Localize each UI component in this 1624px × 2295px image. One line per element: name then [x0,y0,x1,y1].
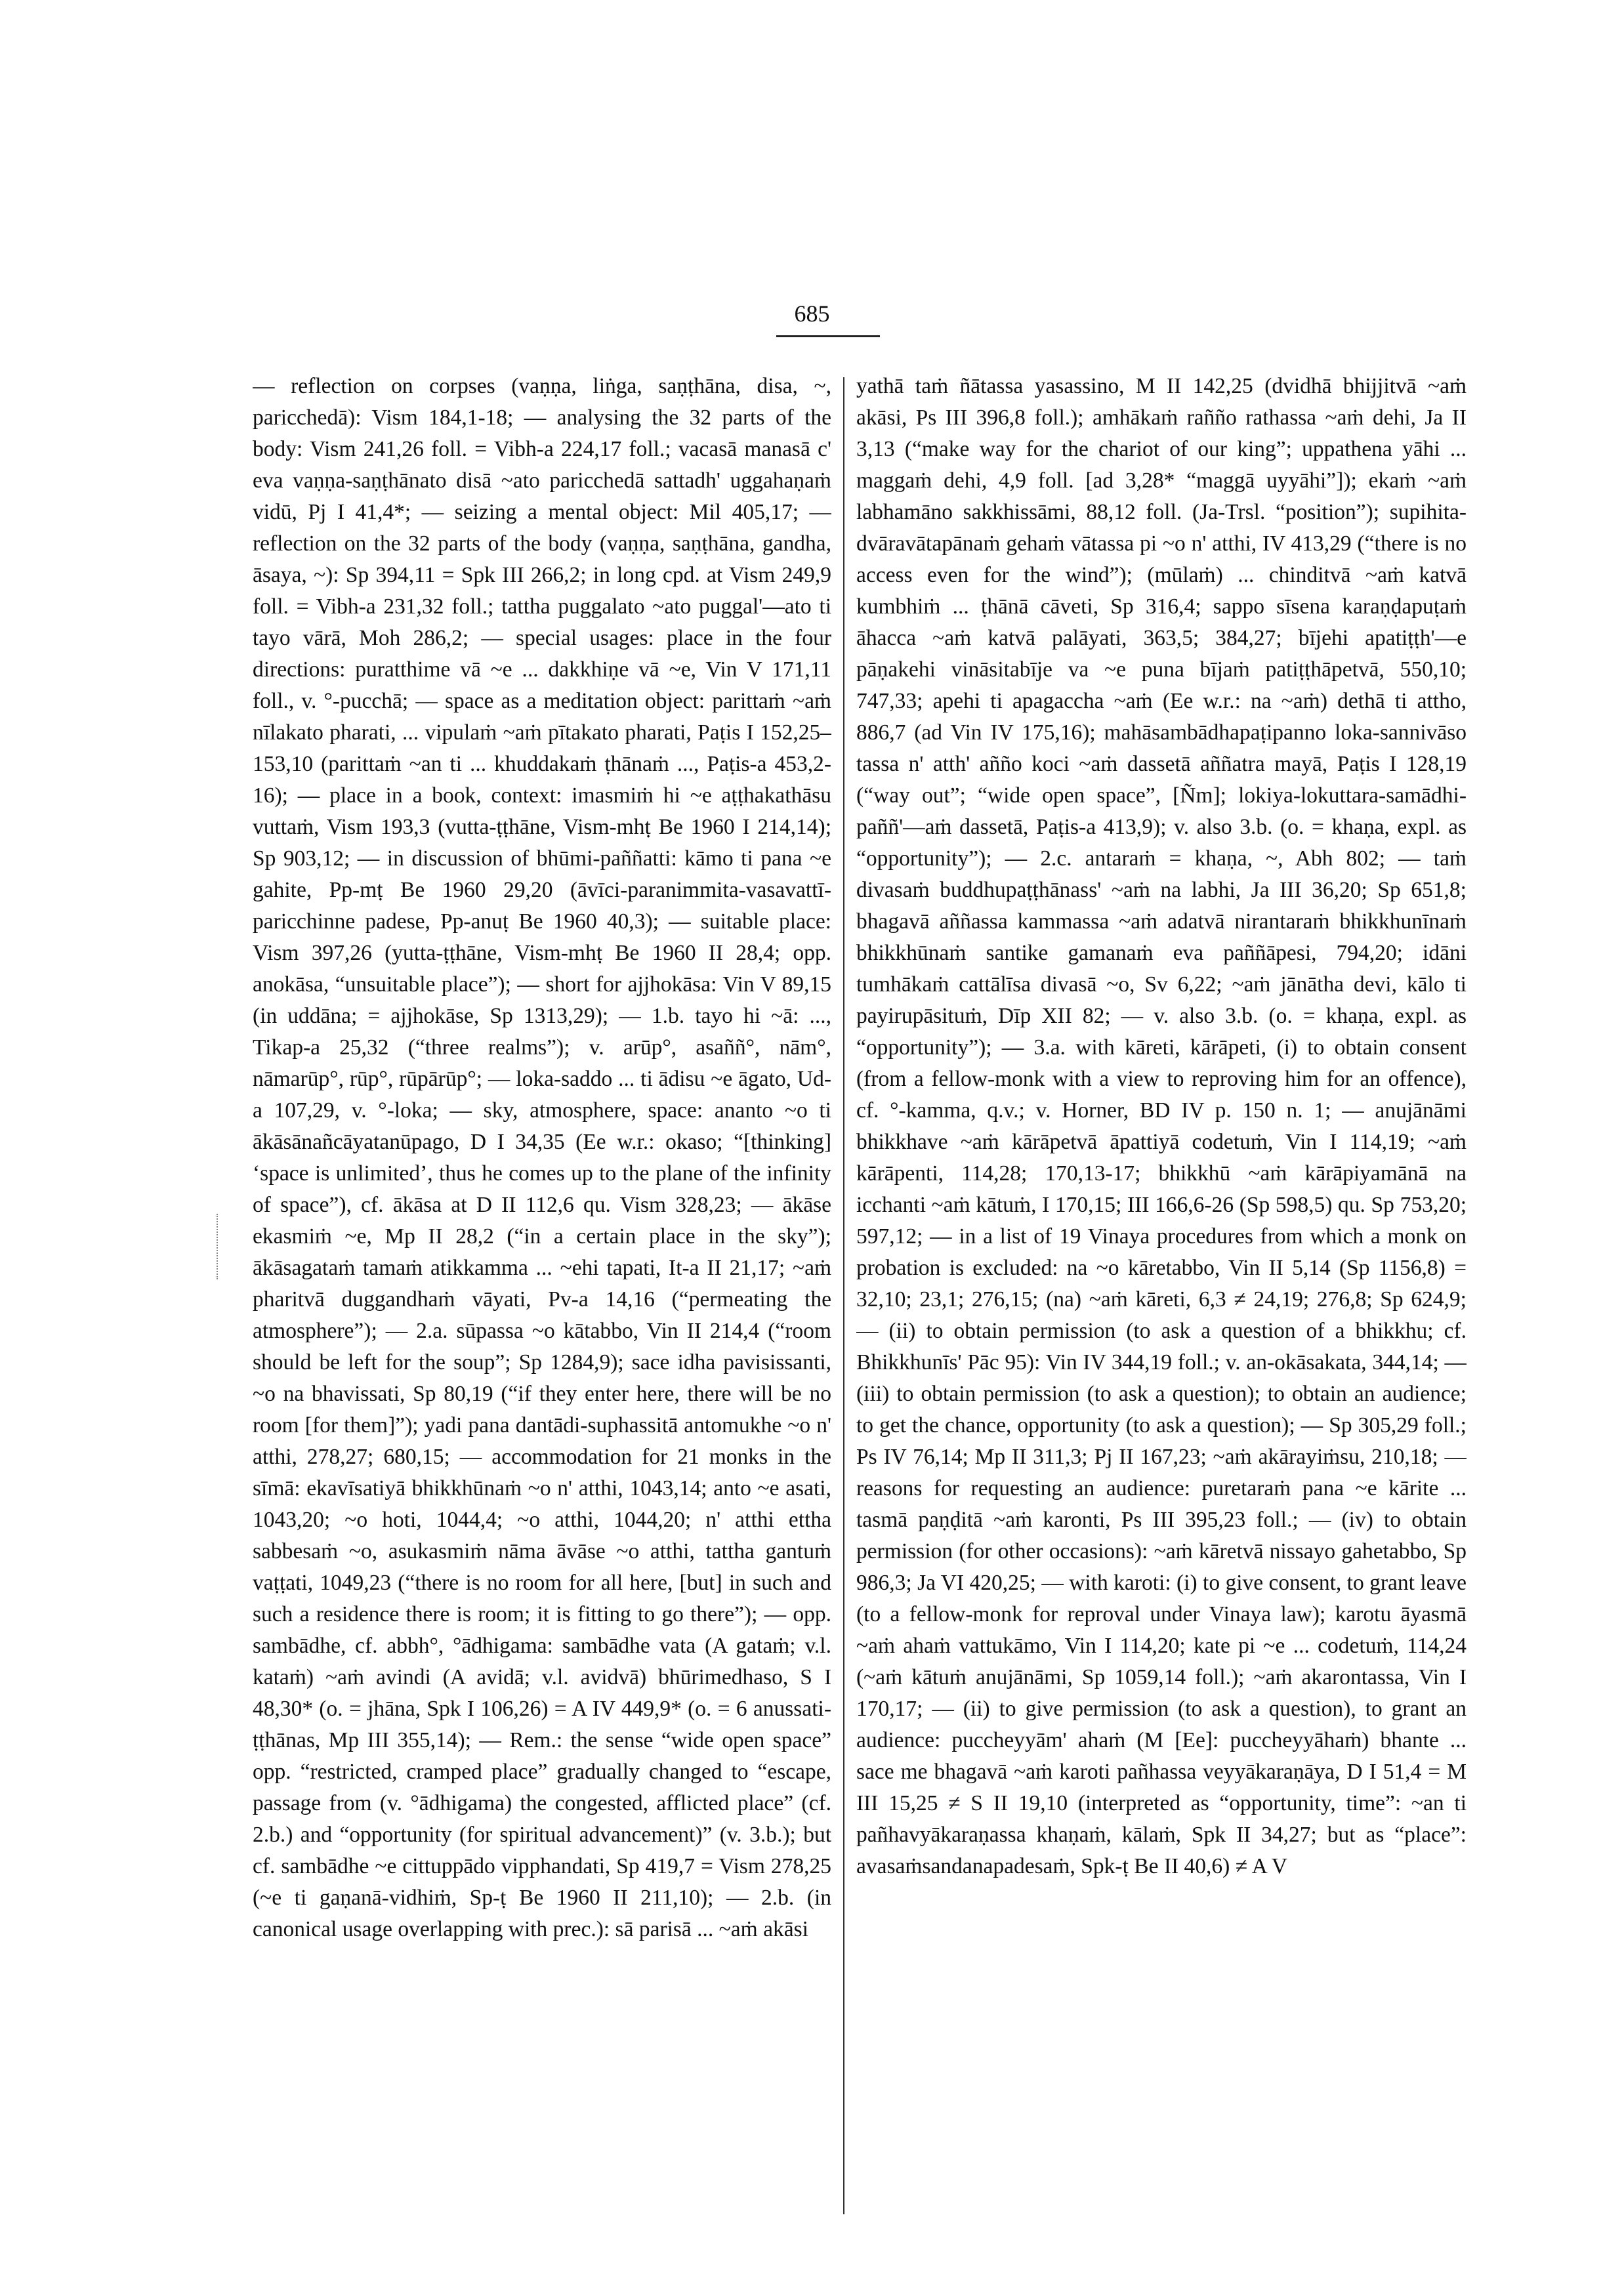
left-column [253,371,831,2208]
page-number: 685 [794,300,830,327]
page-number-rule [776,335,880,337]
right-column-text: yathā taṁ ñātassa yasassino, M II 142,25 (dvidhā bhijjitvā ~aṁ akāsi, Ps III 396,8 foll.); amhākaṁ rañño rathassa ~aṁ dehi, Ja II 3,13 (“make way for the chariot of our king”; uppathena yāhi ... maggaṁ dehi, 4,9 foll. [ad 3,28* “maggā uyyāhi”]); ekaṁ ~aṁ labhamāno sakkhissāmi, 88,12 foll. (Ja-Trsl. “position”); supihita-dvāravātapānaṁ gehaṁ vātassa pi ~o n' atthi, IV 413,29 (“there is no access even for the wind”); (mūlaṁ) ... chinditvā ~aṁ katvā kumbhiṁ ... ṭhānā cāveti, Sp 316,4; sappo sīsena karaṇḍapuṭaṁ āhacca ~aṁ katvā palāyati, 363,5; 384,27; bījehi apatiṭṭh'—e pāṇakehi vināsitabīje va ~e puna bījaṁ patiṭṭhāpetvā, 550,10; 747,33; apehi ti apagaccha ~aṁ (Ee w.r.: na ~aṁ) dethā ti attho, 886,7 (ad Vin IV 175,16); mahāsambādhapaṭipanno loka-sannivāso tassa n' atth' añño koci ~aṁ dassetā aññatra mayā, Paṭis I 128,19 (“way out”; “wide open space”, [Ñm]; lokiya-lokuttara-samādhi-paññ'—aṁ dassetā, Paṭis-a 413,9); v. also 3.b. (o. = khaṇa, expl. as “opportunity”); — 2.c. antaraṁ = khaṇa, ~, Abh 802; — taṁ divasaṁ buddhupaṭṭhānass' ~aṁ na labhi, Ja III 36,20; Sp 651,8; bhagavā aññassa kammassa ~aṁ adatvā nirantaraṁ bhikkhunīnaṁ bhikkhūnaṁ santike gamanaṁ eva paññāpesi, 794,20; idāni tumhākaṁ cattālīsa divasā ~o, Sv 6,22; ~aṁ jānātha devi, kālo ti payirupāsituṁ, Dīp XII 82; — v. also 3.b. (o. = khaṇa, expl. as “opportunity”); — 3.a. with kāreti, kārāpeti, (i) to obtain consent (from a fellow-monk with a view to reproving him for an offence), cf. °-kamma, q.v.; v. Horner, BD IV p. 150 n. 1; — anujānāmi bhikkhave ~aṁ kārāpetvā āpattiyā codetuṁ, Vin I 114,19; ~aṁ kārāpenti, 114,28; 170,13-17; bhikkhū ~aṁ kārāpiyamānā na icchanti ~aṁ kātuṁ, I 170,15; III 166,6-26 (Sp 598,5) qu. Sp 753,20; 597,12; — in a list of 19 Vinaya procedures from which a monk on probation is excluded: na ~o kāretabbo, Vin II 5,14 (Sp 1156,8) = 32,10; 23,1; 276,15; (na) ~aṁ kāreti, 6,3 ≠ 24,19; 276,8; Sp 624,9; — (ii) to obtain permission (to ask a question of a bhikkhu; cf. Bhikkhunīs' Pāc 95): Vin IV 344,19 foll.; v. an-okāsakata, 344,14; — (iii) to obtain permission (to ask a question); to obtain an audience; to get the chance, opportunity (to ask a question); — Sp 305,29 foll.; Ps IV 76,14; Mp II 311,3; Pj II 167,23; ~aṁ akārayiṁsu, 210,18; — reasons for requesting an audience: puretaraṁ pana ~e kārite ... tasmā paṇḍitā ~aṁ karonti, Ps III 395,23 foll.; — (iv) to obtain permission (for other occasions): ~aṁ kāretvā nissayo gahetabbo, Sp 986,3; Ja VI 420,25; — with karoti: (i) to give consent, to grant leave (to a fellow-monk for reproval under Vinaya law); karotu āyasmā ~aṁ ahaṁ vattukāmo, Vin I 114,20; kate pi ~e ... codetuṁ, 114,24 (~aṁ kātuṁ anujānāmi, Sp 1059,14 foll.); ~aṁ akarontassa, Vin I 170,17; — (ii) to give permission (to ask a question), to grant an audience: puccheyyām' ahaṁ (M [Ee]: puccheyyāhaṁ) bhante ... sace me bhagavā ~aṁ karoti pañhassa veyyākaraṇāya, D I 51,4 = M III 15,25 ≠ S II 19,10 (interpreted as “opportunity, time”: ~an ti pañhavyākaraṇassa khaṇaṁ, kālaṁ, Spk II 34,27; but as “place”: avasaṁsandanapadesaṁ, Spk-ṭ Be II 40,6) ≠ A V [856,374,1467,1878]
right-column [856,371,1467,2208]
margin-mark [217,1214,218,1279]
left-column-text: — reflection on corpses (vaṇṇa, liṅga, saṇṭhāna, disa, ~, paricchedā): Vism 184,1-18; — analysing the 32 parts of the body: Vism 241,26 foll. = Vibh-a 224,17 foll.; vacasā manasā c' eva vaṇṇa-saṇṭhānato disā ~ato paricchedā sattadh' uggahaṇaṁ vidū, Pj I 41,4*; — seizing a mental object: Mil 405,17; — reflection on the 32 parts of the body (vaṇṇa, saṇṭhāna, gandha, āsaya, ~): Sp 394,11 = Spk III 266,2; in long cpd. at Vism 249,9 foll. = Vibh-a 231,32 foll.; tattha puggalato ~ato puggal'—ato ti tayo vārā, Moh 286,2; — special usages: place in the four directions: puratthime vā ~e ... dakkhiṇe vā ~e, Vin V 171,11 foll., v. °-pucchā; — space as a meditation object: parittaṁ ~aṁ nīlakato pharati, ... vipulaṁ ~aṁ pītakato pharati, Paṭis I 152,25–153,10 (parittaṁ ~an ti ... khuddakaṁ ṭhānaṁ ..., Paṭis-a 453,2-16); — place in a book, context: imasmiṁ hi ~e aṭṭhakathāsu vuttaṁ, Vism 193,3 (vutta-ṭṭhāne, Vism-mhṭ Be 1960 I 214,14); Sp 903,12; — in discussion of bhūmi-paññatti: kāmo ti pana ~e gahite, Pp-mṭ Be 1960 29,20 (āvīci-paranimmita-vasavattī-paricchinne padese, Pp-anuṭ Be 1960 40,3); — suitable place: Vism 397,26 (yutta-ṭṭhāne, Vism-mhṭ Be 1960 II 28,4; opp. anokāsa, “unsuitable place”); — short for ajjhokāsa: Vin V 89,15 (in uddāna; = ajjhokāse, Sp 1313,29); — 1.b. tayo hi ~ā: ..., Tikap-a 25,32 (“three realms”); v. arūp°, asaññ°, nām°, nāmarūp°, rūp°, rūpārūp°; — loka-saddo ... ti ādisu ~e āgato, Ud-a 107,29, v. °-loka; — sky, atmosphere, space: ananto ~o ti ākāsānañcāyatanūpago, D I 34,35 (Ee w.r.: okaso; “[thinking] ‘space is unlimited’, thus he comes up to the plane of the infinity of space”), cf. ākāsa at D II 112,6 qu. Vism 328,23; — ākāse ekasmiṁ ~e, Mp II 28,2 (“in a certain place in the sky”); ākāsagataṁ tamaṁ atikkamma ... ~ehi tapati, It-a II 21,17; ~aṁ pharitvā duggandhaṁ vāyati, Pv-a 14,16 (“permeating the atmosphere”); — 2.a. sūpassa ~o kātabbo, Vin II 214,4 (“room should be left for the soup”; Sp 1284,9); sace idha pavisissanti, ~o na bhavissati, Sp 80,19 (“if they enter here, there will be no room [for them]”); yadi pana dantādi-suphassitā antomukhe ~o n' atthi, 278,27; 680,15; — accommodation for 21 monks in the sīmā: ekavīsatiyā bhikkhūnaṁ ~o n' atthi, 1043,14; anto ~e asati, 1043,20; ~o hoti, 1044,4; ~o atthi, 1044,20; n' atthi ettha sabbesaṁ ~o, asukasmiṁ nāma āvāse ~o atthi, tattha gantuṁ vaṭṭati, 1049,23 (“there is no room for all here, [but] in such and such a residence there is room; it is fitting to go there”); — opp. sambādhe, cf. abbh°, °ādhigama: sambādhe vata (A gataṁ; v.l. kataṁ) ~aṁ avindi (A avidā; v.l. avidvā) bhūrimedhaso, S I 48,30* (o. = jhāna, Spk I 106,26) = A IV 449,9* (o. = 6 anussati-ṭṭhānas, Mp III 355,14); — Rem.: the sense “wide open space” opp. “restricted, cramped place” gradually changed to “escape, passage from (v. °ādhigama) the congested, afflicted place” (cf. 2.b.) and “opportunity (for spiritual advancement)” (v. 3.b.); but cf. sambādhe ~e cittuppādo vipphandati, Sp 419,7 = Vism 278,25 (~e ti gaṇanā-vidhiṁ, Sp-ṭ Be 1960 II 211,10); — 2.b. (in canonical usage overlapping with prec.): sā parisā ... ~aṁ akāsi [253,374,831,1941]
column-divider [843,377,844,2214]
